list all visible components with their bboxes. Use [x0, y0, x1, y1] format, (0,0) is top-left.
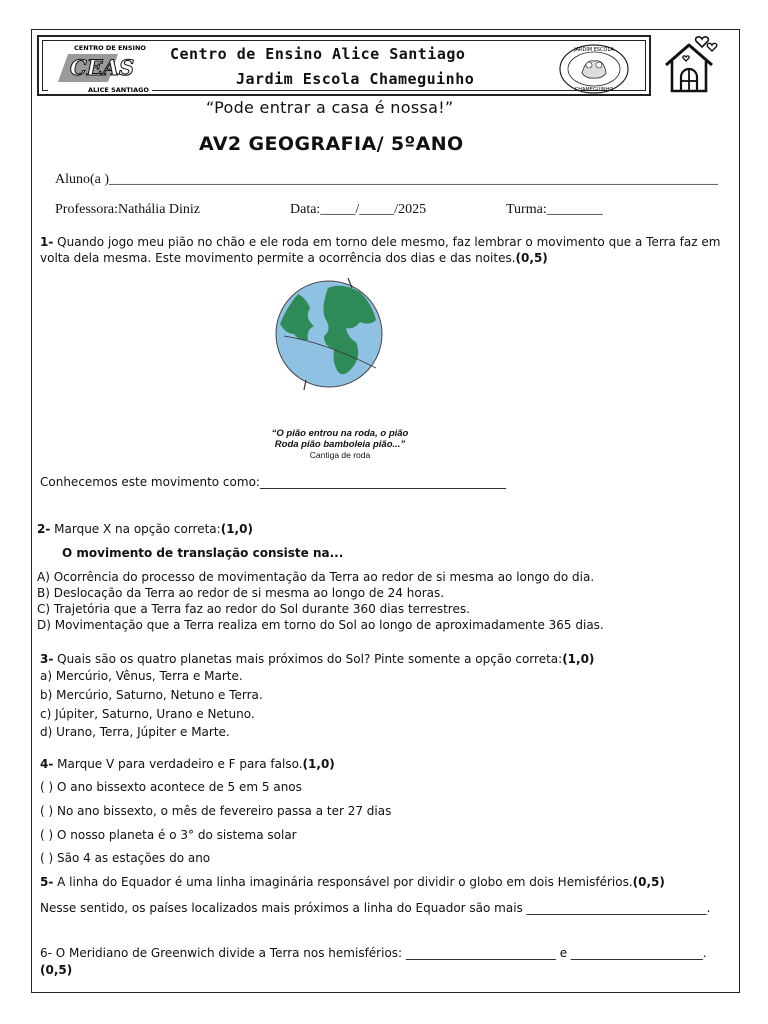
question-number: 1- [40, 235, 54, 249]
q1-answer-line[interactable]: Conhecemos este movimento como:_________________________________________ [40, 475, 506, 489]
teacher-name: Professora:Nathália Diniz [55, 202, 201, 217]
question-number: 5- [40, 875, 54, 889]
school-header [37, 35, 651, 96]
q2-option-c[interactable]: C) Trajetória que a Terra faz ao redor do Sol durante 360 dias terrestres. [37, 602, 470, 616]
question-number: 2- [37, 522, 51, 536]
chameguinho-seal [558, 43, 630, 95]
question-text: Marque V para verdadeiro e F para falso. [53, 757, 303, 771]
q2-option-a[interactable]: A) Ocorrência do processo de movimentação da Terra ao redor de si mesma ao longo do dia. [37, 570, 595, 584]
question-3 [40, 652, 594, 666]
question-number: 3- [40, 652, 54, 666]
question-6[interactable]: 6- O Meridiano de Greenwich divide a Terra nos hemisférios: _________________________ e ______________________. [40, 946, 707, 960]
q2-prompt: O movimento de translação consiste na... [62, 546, 344, 560]
song-quote-caption [255, 428, 425, 461]
q3-option-b[interactable]: b) Mercúrio, Saturno, Netuno e Terra. [40, 688, 263, 702]
question-text: Quando jogo meu pião no chão e ele roda em torno dele mesmo, faz lembrar o movimento que a Terra faz em volta dela mesma. Este movimento permite a ocorrência dos dias e das noites. [40, 235, 721, 265]
question-2 [37, 522, 253, 536]
question-1 [40, 234, 730, 266]
exam-title: AV2 GEOGRAFIA/ 5ºANO [199, 133, 464, 155]
q6-points: (0,5) [40, 963, 73, 977]
class-field[interactable]: Turma:________ [506, 202, 603, 217]
q4-item-4[interactable]: ( ) São 4 as estações do ano [40, 851, 211, 865]
question-text: Quais são os quatro planetas mais próximos do Sol? Pinte somente a opção correta: [53, 652, 563, 666]
q4-item-3[interactable]: ( ) O nosso planeta é o 3° do sistema solar [40, 828, 297, 842]
earth-globe-image [268, 276, 390, 392]
logo-top-text: CENTRO DE ENSINO [74, 44, 146, 52]
q3-option-a[interactable]: a) Mercúrio, Vênus, Terra e Marte. [40, 669, 243, 683]
seal-bottom-text: CHAMEGUINHO [574, 87, 614, 93]
ceas-logo [48, 42, 152, 94]
q3-option-c[interactable]: c) Júpiter, Saturno, Urano e Netuno. [40, 707, 255, 721]
q2-option-b[interactable]: B) Deslocação da Terra ao redor de si mesma ao longo de 24 horas. [37, 586, 445, 600]
q2-option-d[interactable]: D) Movimentação que a Terra realiza em torno do Sol ao longo de aproximadamente 365 dias. [37, 618, 604, 632]
quote-line-1: “O pião entrou na roda, o pião [271, 428, 409, 439]
question-points: (1,0) [562, 652, 595, 666]
question-text: Marque X na opção correta: [50, 522, 221, 536]
question-number: 4- [40, 757, 54, 771]
q4-item-2[interactable]: ( ) No ano bissexto, o mês de fevereiro passa a ter 27 dias [40, 804, 392, 818]
school-motto: “Pode entrar a casa é nossa!” [206, 98, 454, 117]
question-points: (0,5) [632, 875, 665, 889]
student-name-field[interactable]: Aluno(a )_______________________________________________________________________________________ [55, 172, 719, 187]
date-field[interactable]: Data:_____/_____/2025 [290, 202, 427, 217]
house-with-hearts-icon [662, 33, 720, 95]
quote-source: Cantiga de roda [309, 450, 371, 460]
question-points: (0,5) [515, 251, 548, 265]
question-points: (1,0) [220, 522, 253, 536]
question-text: A linha do Equador é uma linha imaginária responsável por dividir o globo em dois Hemisférios. [53, 875, 633, 889]
logo-bottom-text: ALICE SANTIAGO [88, 86, 149, 94]
logo-main-text: CEAS [70, 55, 135, 80]
school-name: Centro de Ensino Alice Santiago [170, 45, 466, 63]
q3-option-d[interactable]: d) Urano, Terra, Júpiter e Marte. [40, 725, 230, 739]
question-5 [40, 875, 665, 889]
question-4 [40, 757, 335, 771]
school-unit: Jardim Escola Chameguinho [236, 70, 475, 88]
q5-answer-line[interactable]: Nesse sentido, os países localizados mais próximos a linha do Equador são mais ______________________________. [40, 901, 711, 915]
header-inner-frame [42, 40, 646, 94]
seal-top-text: JARDIM ESCOLA [574, 47, 614, 53]
quote-line-2: Roda pião bamboleia pião...” [274, 439, 406, 450]
q4-item-1[interactable]: ( ) O ano bissexto acontece de 5 em 5 anos [40, 780, 302, 794]
question-points: (1,0) [302, 757, 335, 771]
